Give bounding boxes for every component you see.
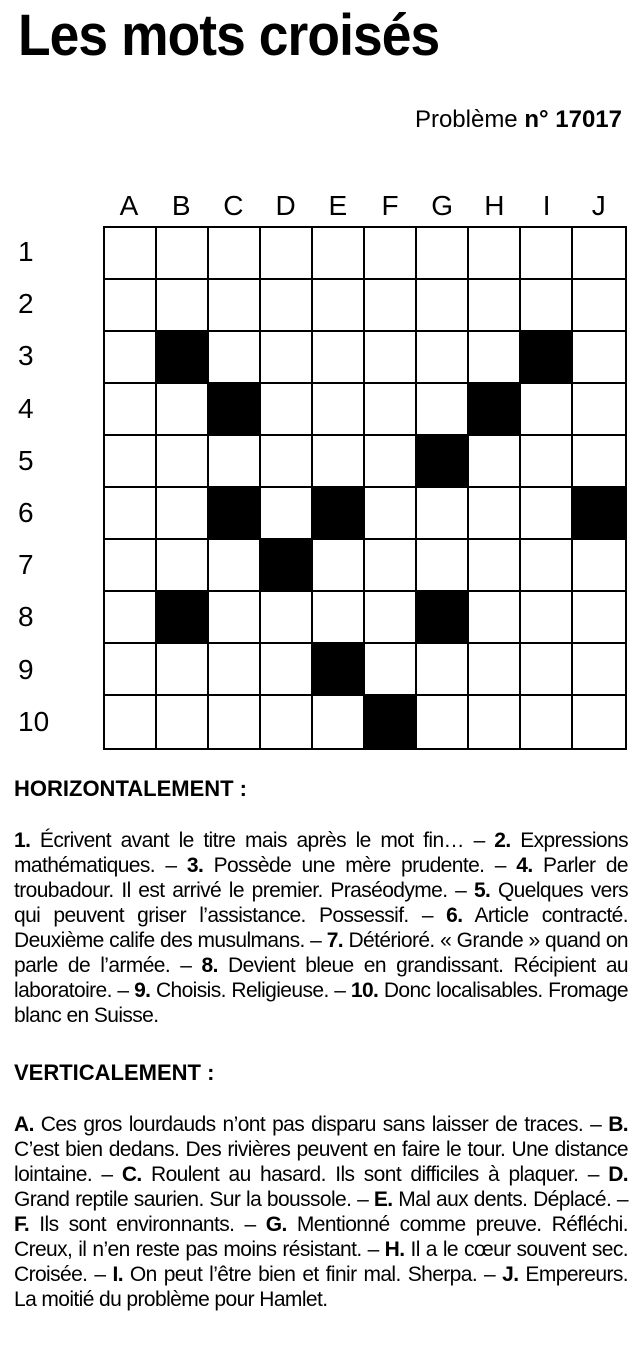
clue bbox=[374, 1188, 611, 1211]
clue-number: J. bbox=[502, 1263, 519, 1286]
grid-cell[interactable] bbox=[105, 228, 157, 280]
clue bbox=[122, 1163, 579, 1186]
grid-cell[interactable] bbox=[365, 436, 417, 488]
clue-text: Quelques vers qui peuvent griser l’assistance. Possessif. bbox=[14, 879, 628, 927]
grid-cell[interactable] bbox=[469, 540, 521, 592]
grid-cell[interactable] bbox=[105, 592, 157, 644]
grid-cell[interactable] bbox=[157, 280, 209, 332]
column-label: H bbox=[484, 190, 505, 221]
black-cell bbox=[261, 540, 313, 592]
grid-cell[interactable] bbox=[573, 592, 625, 644]
grid-cell[interactable] bbox=[209, 592, 261, 644]
horizontal-heading: HORIZONTALEMENT : bbox=[14, 776, 248, 801]
clue-number: 10. bbox=[350, 979, 379, 1002]
grid-cell[interactable] bbox=[417, 696, 469, 748]
grid-cell[interactable] bbox=[417, 540, 469, 592]
problem-label: Problème bbox=[414, 106, 518, 133]
clue-text: C’est bien dedans. Des rivières peuvent en faire le tour. Une distance lointaine. bbox=[14, 1138, 628, 1186]
clue-number: F. bbox=[14, 1213, 30, 1236]
clue-text: Il a le cœur souvent sec. Croisée. bbox=[14, 1238, 628, 1286]
grid-cell[interactable] bbox=[365, 644, 417, 696]
clue bbox=[187, 854, 484, 877]
grid-cell[interactable] bbox=[469, 332, 521, 384]
clue-text: Roulent au hasard. Ils sont difficiles à plaquer. bbox=[141, 1163, 579, 1186]
row-label: 10 bbox=[18, 705, 50, 737]
grid-cell[interactable] bbox=[573, 228, 625, 280]
grid-cell[interactable] bbox=[105, 696, 157, 748]
clue-number: D. bbox=[608, 1163, 628, 1186]
grid-cell[interactable] bbox=[261, 696, 313, 748]
column-label: J bbox=[591, 190, 606, 221]
grid-cell[interactable] bbox=[209, 540, 261, 592]
problem-id bbox=[415, 106, 622, 134]
row-label: 2 bbox=[18, 288, 34, 320]
clue-number: I. bbox=[112, 1263, 123, 1286]
clue-text: Choisis. Religieuse. bbox=[150, 979, 329, 1002]
black-cell bbox=[157, 332, 209, 384]
crossword-grid bbox=[103, 226, 627, 750]
grid-cell[interactable] bbox=[365, 280, 417, 332]
row-label: 6 bbox=[18, 497, 34, 528]
grid-cell[interactable] bbox=[209, 644, 261, 696]
black-cell bbox=[469, 384, 521, 436]
grid-cell[interactable] bbox=[105, 280, 157, 332]
grid-cell[interactable] bbox=[157, 228, 209, 280]
clue-text: Mentionné comme preuve. Réfléchi. Creux, il n’en reste pas moins résistant. bbox=[14, 1213, 628, 1261]
grid-cell[interactable] bbox=[469, 228, 521, 280]
problem-number: n° 17017 bbox=[524, 106, 622, 133]
grid-cell[interactable] bbox=[365, 592, 417, 644]
grid-cell[interactable] bbox=[469, 280, 521, 332]
grid-cell[interactable] bbox=[313, 592, 365, 644]
clue-number: C. bbox=[121, 1163, 142, 1186]
clue-number: B. bbox=[608, 1113, 628, 1136]
grid-cell[interactable] bbox=[573, 540, 625, 592]
black-cell bbox=[157, 592, 209, 644]
clue-number: 8. bbox=[201, 954, 218, 977]
clue-text: Possède une mère prudente. bbox=[203, 854, 485, 877]
grid-cell[interactable] bbox=[365, 384, 417, 436]
row-label: 5 bbox=[18, 444, 34, 476]
page-title: Les mots croisés bbox=[18, 3, 440, 68]
column-label: A bbox=[119, 190, 139, 221]
row-label: 7 bbox=[18, 549, 34, 581]
black-cell bbox=[417, 592, 469, 644]
clue-text: Expressions mathématiques. bbox=[14, 829, 628, 877]
grid-cell[interactable] bbox=[157, 488, 209, 540]
grid-cell[interactable] bbox=[209, 696, 261, 748]
clue bbox=[134, 979, 329, 1002]
grid-cell[interactable] bbox=[313, 332, 365, 384]
grid-cell[interactable] bbox=[521, 592, 573, 644]
grid-cell[interactable] bbox=[261, 592, 313, 644]
clue-number: 6. bbox=[446, 904, 463, 927]
clue-text: Grand reptile saurien. Sur la boussole. bbox=[14, 1188, 352, 1211]
grid-cell[interactable] bbox=[573, 332, 625, 384]
grid-cell[interactable] bbox=[313, 540, 365, 592]
column-label: F bbox=[381, 190, 399, 221]
grid-cell[interactable] bbox=[313, 696, 365, 748]
grid-cell[interactable] bbox=[209, 228, 261, 280]
column-label: B bbox=[171, 190, 191, 221]
row-label: 3 bbox=[18, 340, 34, 372]
grid-cell[interactable] bbox=[209, 436, 261, 488]
grid-cell[interactable] bbox=[105, 644, 157, 696]
clue-text: Parler de troubadour. Il est arrivé le premier. Praséodyme. bbox=[14, 854, 628, 902]
grid-cell[interactable] bbox=[521, 228, 573, 280]
clue-number: 7. bbox=[326, 929, 344, 952]
clue-number: H. bbox=[384, 1238, 405, 1261]
grid-cell[interactable] bbox=[105, 332, 157, 384]
clue-text: Ils sont environnants. bbox=[29, 1213, 235, 1236]
grid-cell[interactable] bbox=[261, 488, 313, 540]
clue-number: 3. bbox=[186, 854, 204, 877]
row-label: 8 bbox=[18, 601, 34, 633]
row-label: 9 bbox=[18, 653, 34, 685]
clue bbox=[14, 829, 464, 852]
clue-number: 1. bbox=[14, 829, 31, 852]
clue bbox=[112, 1263, 477, 1286]
clue-text: Article contracté. Deuxième calife des musulmans. bbox=[14, 904, 628, 952]
grid-cell[interactable] bbox=[105, 540, 157, 592]
grid-cell[interactable] bbox=[521, 384, 573, 436]
grid-cell[interactable] bbox=[365, 228, 417, 280]
grid-cell[interactable] bbox=[261, 280, 313, 332]
grid-cell[interactable] bbox=[573, 436, 625, 488]
grid-cell[interactable] bbox=[417, 384, 469, 436]
grid-cell[interactable] bbox=[365, 332, 417, 384]
grid-cell[interactable] bbox=[209, 280, 261, 332]
black-cell bbox=[417, 436, 469, 488]
column-label: C bbox=[223, 190, 244, 221]
grid-cell[interactable] bbox=[313, 228, 365, 280]
clue-text: Ces gros lourdauds n’ont pas disparu sans laisser de traces. bbox=[33, 1113, 584, 1136]
grid-cell[interactable] bbox=[469, 488, 521, 540]
clue-number: E. bbox=[373, 1188, 393, 1211]
vertical-heading: VERTICALEMENT : bbox=[14, 1060, 215, 1085]
clue-number: 5. bbox=[473, 879, 491, 902]
clue-text: Détérioré. « Grande » quand on parle de l’armée. bbox=[14, 929, 628, 977]
grid-cell[interactable] bbox=[417, 280, 469, 332]
clue-text: Empereurs. La moitié du problème pour Hamlet. bbox=[14, 1263, 628, 1311]
grid-cell[interactable] bbox=[157, 540, 209, 592]
grid-cell[interactable] bbox=[573, 280, 625, 332]
grid-cell[interactable] bbox=[521, 644, 573, 696]
column-label: G bbox=[431, 190, 454, 221]
vertical-clues: A. Ces gros lourdauds n’ont pas disparu sans laisser de traces. – B. C’est bien dedans. Des rivières peuvent en faire le tour. Une distance lointaine. – C. Roulent au hasard. Ils sont difficiles à plaquer. – D. Grand reptile saurien. Sur la boussole. – E. Mal aux dents. Déplacé. – F. Ils sont environnants. – G. Mentionné comme preuve. Réfléchi. Creux, il n’en reste pas moins résistant. – H. Il a le cœur souvent sec. Croisée. – I. On peut l’être bien et finir mal. Sherpa. – J. Empereurs. La moitié du problème pour Hamlet. bbox=[14, 1113, 628, 1311]
grid-cell[interactable] bbox=[417, 332, 469, 384]
grid-cell[interactable] bbox=[521, 540, 573, 592]
grid-cell[interactable] bbox=[521, 488, 573, 540]
clue-text: On peut l’être bien et finir mal. Sherpa. bbox=[122, 1263, 478, 1286]
grid-cell[interactable] bbox=[157, 436, 209, 488]
grid-cell[interactable] bbox=[261, 332, 313, 384]
column-label: E bbox=[328, 190, 348, 221]
grid-cell[interactable] bbox=[157, 384, 209, 436]
grid-cell[interactable] bbox=[261, 228, 313, 280]
clue-text: Donc localisables. Fromage blanc en Suisse. bbox=[14, 979, 628, 1027]
grid-cell[interactable] bbox=[157, 696, 209, 748]
clue-number: A. bbox=[14, 1113, 34, 1136]
grid-cell[interactable] bbox=[261, 436, 313, 488]
clue-text: Devient bleue en grandissant. Récipient au laboratoire. bbox=[14, 954, 628, 1002]
black-cell bbox=[209, 488, 261, 540]
row-labels bbox=[18, 226, 78, 750]
grid-cell[interactable] bbox=[365, 488, 417, 540]
grid-cell[interactable] bbox=[313, 384, 365, 436]
black-cell bbox=[521, 332, 573, 384]
black-cell bbox=[313, 488, 365, 540]
black-cell bbox=[365, 696, 417, 748]
row-label: 1 bbox=[18, 236, 34, 267]
grid-cell[interactable] bbox=[365, 540, 417, 592]
grid-cell[interactable] bbox=[521, 436, 573, 488]
grid-cell[interactable] bbox=[313, 436, 365, 488]
grid-cell[interactable] bbox=[105, 436, 157, 488]
grid-cell[interactable] bbox=[521, 280, 573, 332]
grid-cell[interactable] bbox=[573, 644, 625, 696]
grid-cell[interactable] bbox=[157, 644, 209, 696]
row-label: 4 bbox=[18, 392, 34, 424]
grid-cell[interactable] bbox=[417, 228, 469, 280]
grid-cell[interactable] bbox=[521, 696, 573, 748]
grid-cell[interactable] bbox=[261, 384, 313, 436]
clue-number: 9. bbox=[134, 979, 151, 1002]
grid-cell[interactable] bbox=[209, 332, 261, 384]
grid-cell[interactable] bbox=[573, 696, 625, 748]
clue-text: Écrivent avant le titre mais après le mot fin… bbox=[30, 829, 464, 852]
column-labels bbox=[103, 190, 627, 226]
clue-text: Mal aux dents. Déplacé. bbox=[392, 1188, 612, 1211]
clue-number: 4. bbox=[516, 854, 533, 877]
grid-cell[interactable] bbox=[105, 384, 157, 436]
clue-number: 2. bbox=[494, 829, 511, 852]
grid-cell[interactable] bbox=[573, 384, 625, 436]
black-cell bbox=[209, 384, 261, 436]
grid-cell[interactable] bbox=[469, 592, 521, 644]
black-cell bbox=[313, 644, 365, 696]
grid-cell[interactable] bbox=[313, 280, 365, 332]
grid-cell[interactable] bbox=[469, 644, 521, 696]
black-cell bbox=[573, 488, 625, 540]
grid-cell[interactable] bbox=[469, 696, 521, 748]
grid-cell[interactable] bbox=[469, 436, 521, 488]
column-label: D bbox=[275, 190, 296, 221]
clue bbox=[14, 1113, 583, 1136]
grid-cell[interactable] bbox=[417, 644, 469, 696]
horizontal-clues: 1. Écrivent avant le titre mais après le mot fin… – 2. Expressions mathématiques. – 3. Possède une mère prudente. – 4. Parler de troubadour. Il est arrivé le premier. Praséodyme. – 5. Quelques vers qui peuvent griser l’assistance. Possessif. – 6. Article contracté. Deuxième calife des musulmans. – 7. Détérioré. « Grande » quand on parle de l’armée. – 8. Devient bleue en grandissant. Récipient au laboratoire. – 9. Choisis. Religieuse. – 10. Donc localisables. Fromage blanc en Suisse. bbox=[14, 829, 628, 1027]
grid-cell[interactable] bbox=[417, 488, 469, 540]
column-label: I bbox=[542, 190, 551, 221]
clue bbox=[14, 1213, 234, 1236]
grid-cell[interactable] bbox=[105, 488, 157, 540]
clue-number: G. bbox=[265, 1213, 287, 1236]
grid-cell[interactable] bbox=[261, 644, 313, 696]
